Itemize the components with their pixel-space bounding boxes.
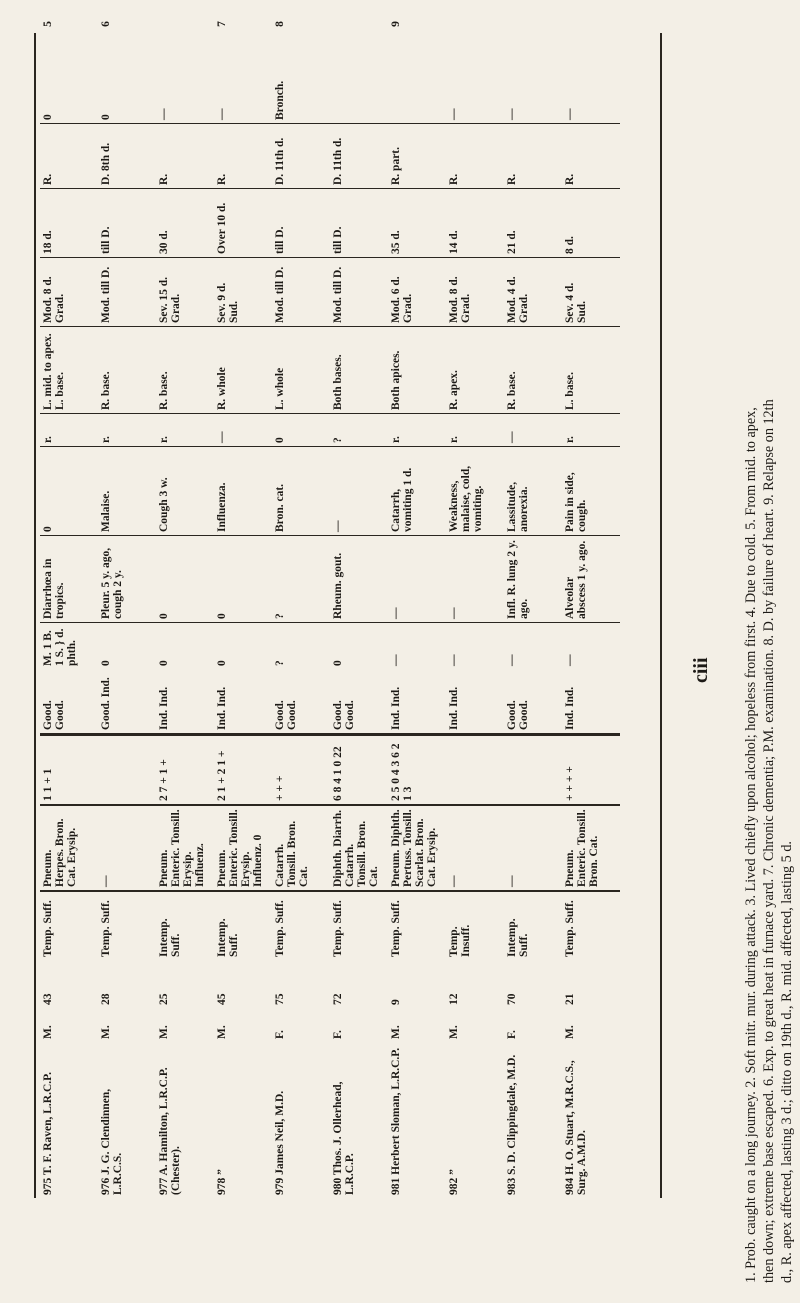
previous-illness-cell: Alveolar abscess 1 y. ago. bbox=[562, 536, 620, 623]
family-history-cell: 0 bbox=[98, 623, 156, 670]
rigor-cell: — bbox=[214, 414, 272, 447]
site-cell: Both apices. bbox=[388, 327, 446, 414]
duration-cell: 30 d. bbox=[156, 189, 214, 258]
sex-cell: M. bbox=[100, 1025, 112, 1039]
history-cell: Ind. Ind. bbox=[216, 686, 228, 730]
onset-cell: Cough 3 w. bbox=[156, 447, 214, 536]
habits-cell: Temp. Insuff. bbox=[446, 891, 504, 960]
severity-cell: Mod. till D. bbox=[330, 258, 388, 327]
sex-cell: M. bbox=[390, 1025, 402, 1039]
previous-diseases-cell: Pneum. Herpes. Bron. Cat. Erysip. bbox=[40, 805, 98, 891]
previous-diseases-cell: — bbox=[504, 805, 562, 891]
previous-diseases-cell: — bbox=[98, 805, 156, 891]
result-cell: R. bbox=[214, 124, 272, 189]
history-cell: Good. Good. bbox=[42, 700, 67, 730]
disease-code-cell: 2 7 + 1 + bbox=[156, 735, 214, 806]
case-number-reporter-cell: 982 ” bbox=[448, 1169, 460, 1195]
note-number-cell: 8 bbox=[274, 21, 286, 27]
severity-cell: Mod. 8 d. Grad. bbox=[40, 258, 98, 327]
history-cell: Good. Good. bbox=[506, 700, 531, 730]
severity-cell: Mod. 4 d. Grad. bbox=[504, 258, 562, 327]
severity-cell: Sev. 15 d. Grad. bbox=[156, 258, 214, 327]
habits-cell: Temp. Suff. bbox=[98, 891, 156, 960]
case-number-reporter-cell: 976 J. G. Clendinnen, L.R.C.S. bbox=[100, 1088, 125, 1195]
previous-illness-cell: Diarrhœa in tropics. bbox=[40, 536, 98, 623]
age-cell: 70 bbox=[506, 993, 518, 1005]
duration-cell: 21 d. bbox=[504, 189, 562, 258]
case-number-reporter-cell: 980 Thos. J. Ollerhead, L.R.C.P. bbox=[332, 1081, 357, 1195]
sex-cell: F. bbox=[506, 1030, 518, 1039]
onset-cell: — bbox=[330, 447, 388, 536]
site-cell: Both bases. bbox=[330, 327, 388, 414]
sex-cell: M. bbox=[42, 1025, 54, 1039]
duration-cell: till D. bbox=[272, 189, 330, 258]
previous-illness-cell: — bbox=[388, 536, 446, 623]
severity-cell: Mod. 8 d. Grad. bbox=[446, 258, 504, 327]
history-cell: Ind. Ind. bbox=[448, 686, 460, 730]
age-cell: 28 bbox=[100, 993, 112, 1005]
age-cell: 72 bbox=[332, 993, 344, 1005]
rigor-cell: ? bbox=[330, 414, 388, 447]
result-cell: R. bbox=[504, 124, 562, 189]
note-number-cell: 9 bbox=[390, 21, 402, 27]
footnote-line: d., R. apex affected, lasting 3 d.; ditto on 19th d., R. mid. affected, lasting 5 d. bbox=[779, 841, 795, 1283]
habits-cell: Intemp. Suff. bbox=[156, 891, 214, 960]
rigor-cell: r. bbox=[388, 414, 446, 447]
family-history-cell: — bbox=[562, 623, 620, 670]
onset-cell: Bron. cat. bbox=[272, 447, 330, 536]
previous-illness-cell: Pleur. 5 y. ago, cough 2 y. bbox=[98, 536, 156, 623]
site-cell: L. mid. to apex. L. base. bbox=[40, 327, 98, 414]
severity-cell: Mod. till D. bbox=[272, 258, 330, 327]
complication-cell: 0 bbox=[42, 114, 54, 120]
site-cell: L. base. bbox=[562, 327, 620, 414]
result-cell: R. bbox=[156, 124, 214, 189]
habits-cell: Intemp. Suff. bbox=[214, 891, 272, 960]
previous-diseases-cell: — bbox=[446, 805, 504, 891]
family-history-cell: — bbox=[504, 623, 562, 670]
age-cell: 75 bbox=[274, 993, 286, 1005]
note-number-cell: 6 bbox=[100, 21, 112, 27]
sex-cell: F. bbox=[274, 1030, 286, 1039]
sex-cell: M. bbox=[216, 1025, 228, 1039]
severity-cell: Sev. 9 d. Sud. bbox=[214, 258, 272, 327]
previous-illness-cell: — bbox=[446, 536, 504, 623]
onset-cell: Pain in side, cough. bbox=[562, 447, 620, 536]
onset-cell: Lassitude, anorexia. bbox=[504, 447, 562, 536]
sex-cell: M. bbox=[448, 1025, 460, 1039]
age-cell: 9 bbox=[390, 999, 402, 1005]
footnote-line: then down; extreme base escaped. 6. Exp. to great heat in furnace yard. 7. Chronic dementia; P.M. examination. 8. D. by failure of heart. 9. Relapse on 12th bbox=[761, 399, 777, 1283]
case-number-reporter-cell: 983 S. D. Clippingdale, M.D. bbox=[506, 1054, 518, 1195]
duration-cell: Over 10 d. bbox=[214, 189, 272, 258]
history-cell: Ind. Ind. bbox=[564, 686, 576, 730]
history-cell: Good. Good. bbox=[274, 700, 299, 730]
family-history-cell: — bbox=[388, 623, 446, 670]
result-cell: D. 11th d. bbox=[330, 124, 388, 189]
sex-cell: M. bbox=[158, 1025, 170, 1039]
history-cell: Good. Good. bbox=[332, 700, 357, 730]
case-number-reporter-cell: 975 T. F. Raven, L.R.C.P. bbox=[42, 1071, 54, 1195]
complication-cell: — bbox=[506, 108, 518, 120]
onset-cell: Influenza. bbox=[214, 447, 272, 536]
complication-cell: — bbox=[158, 108, 170, 120]
complication-cell: 0 bbox=[100, 114, 112, 120]
family-history-cell: 0 bbox=[214, 623, 272, 670]
habits-cell: Temp. Suff. bbox=[562, 891, 620, 960]
complication-cell: — bbox=[448, 108, 460, 120]
onset-cell: 0 bbox=[40, 447, 98, 536]
age-cell: 12 bbox=[448, 993, 460, 1005]
age-cell: 21 bbox=[564, 993, 576, 1005]
result-cell: R. part. bbox=[388, 124, 446, 189]
site-cell: R. base. bbox=[504, 327, 562, 414]
age-cell: 45 bbox=[216, 993, 228, 1005]
footnote-line: 1. Prob. caught on a long journey. 2. Soft mitr. mur. during attack. 3. Lived chiefly upon alcohol; hopeless from first. 4. Due to cold. 5. From mid. to apex, bbox=[743, 407, 759, 1283]
duration-cell: till D. bbox=[330, 189, 388, 258]
case-number-reporter-cell: 977 A. Hamilton, L.R.C.P. (Chester). bbox=[158, 1067, 183, 1195]
rigor-cell: 0 bbox=[272, 414, 330, 447]
age-cell: 25 bbox=[158, 993, 170, 1005]
onset-cell: Weakness, malaise, cold, vomiting. bbox=[446, 447, 504, 536]
rigor-cell: r. bbox=[446, 414, 504, 447]
duration-cell: 8 d. bbox=[562, 189, 620, 258]
case-number-reporter-cell: 984 H. O. Stuart, M.R.C.S., Surg. A.M.D. bbox=[564, 1060, 589, 1195]
previous-illness-cell: Rheum. gout. bbox=[330, 536, 388, 623]
habits-cell: Temp. Suff. bbox=[272, 891, 330, 960]
family-history-cell: 0 bbox=[156, 623, 214, 670]
rigor-cell: — bbox=[504, 414, 562, 447]
note-number-cell: 7 bbox=[216, 21, 228, 27]
sex-cell: M. bbox=[564, 1025, 576, 1039]
age-cell: 43 bbox=[42, 993, 54, 1005]
site-cell: R. apex. bbox=[446, 327, 504, 414]
previous-diseases-cell: Diphth. Diarrh. Catarrh. Tonsill. Bron. Cat. bbox=[330, 805, 388, 891]
previous-illness-cell: Infl. R. lung 2 y. ago. bbox=[504, 536, 562, 623]
case-number-reporter-cell: 981 Herbert Sloman, L.R.C.P. bbox=[390, 1047, 402, 1195]
history-cell: Ind. Ind. bbox=[390, 686, 402, 730]
disease-code-cell: 1 1 + 1 bbox=[40, 735, 98, 806]
site-cell: L. whole bbox=[272, 327, 330, 414]
rigor-cell: r. bbox=[98, 414, 156, 447]
complication-cell: — bbox=[216, 108, 228, 120]
result-cell: R. bbox=[562, 124, 620, 189]
history-cell: Ind. Ind. bbox=[158, 686, 170, 730]
previous-illness-cell: 0 bbox=[156, 536, 214, 623]
disease-code-cell: 6 8 4 1 0 22 bbox=[330, 735, 388, 806]
disease-code-cell: 2 5 0 4 3 6 2 1 3 bbox=[388, 735, 446, 806]
result-cell: D. 8th d. bbox=[98, 124, 156, 189]
case-number-reporter-cell: 979 James Neil, M.D. bbox=[274, 1090, 286, 1195]
habits-cell: Temp. Suff. bbox=[40, 891, 98, 960]
duration-cell: 14 d. bbox=[446, 189, 504, 258]
page-number: ciii bbox=[690, 657, 712, 683]
complication-cell: — bbox=[564, 108, 576, 120]
note-number-cell: 5 bbox=[42, 21, 54, 27]
habits-cell: Intemp. Suff. bbox=[504, 891, 562, 960]
site-cell: R. base. bbox=[156, 327, 214, 414]
duration-cell: till D. bbox=[98, 189, 156, 258]
disease-code-cell: + + + bbox=[272, 735, 330, 806]
onset-cell: Catarrh, vomiting 1 d. bbox=[388, 447, 446, 536]
previous-diseases-cell: Pneum. Diphth. Pertuss. Tonsill. Scarlat. Bron. Cat. Erysip. bbox=[388, 805, 446, 891]
case-number-reporter-cell: 978 ” bbox=[216, 1169, 228, 1195]
site-cell: R. whole bbox=[214, 327, 272, 414]
habits-cell: Temp. Suff. bbox=[388, 891, 446, 960]
family-history-cell: — bbox=[446, 623, 504, 670]
disease-code-cell: + + + + bbox=[562, 735, 620, 806]
previous-diseases-cell: Pneum. Enteric. Tonsill. Erysip. Influenz. bbox=[156, 805, 214, 891]
severity-cell: Sev. 4 d. Sud. bbox=[562, 258, 620, 327]
result-cell: R. bbox=[446, 124, 504, 189]
result-cell: D. 11th d. bbox=[272, 124, 330, 189]
rigor-cell: r. bbox=[40, 414, 98, 447]
family-history-cell: 0 bbox=[330, 623, 388, 670]
previous-diseases-cell: Pneum. Enteric. Tonsill. Erysip. Influenz. 0 bbox=[214, 805, 272, 891]
duration-cell: 35 d. bbox=[388, 189, 446, 258]
severity-cell: Mod. 6 d. Grad. bbox=[388, 258, 446, 327]
previous-illness-cell: 0 bbox=[214, 536, 272, 623]
result-cell: R. bbox=[40, 124, 98, 189]
onset-cell: Malaise. bbox=[98, 447, 156, 536]
family-history-cell: M. 1 B. 1 S. } d. phth. bbox=[40, 623, 98, 670]
history-cell: Good. Ind. bbox=[100, 677, 112, 730]
complication-cell: Bronch. bbox=[274, 80, 286, 120]
previous-illness-cell: ? bbox=[272, 536, 330, 623]
duration-cell: 18 d. bbox=[40, 189, 98, 258]
sex-cell: F. bbox=[332, 1030, 344, 1039]
rigor-cell: r. bbox=[562, 414, 620, 447]
site-cell: R. base. bbox=[98, 327, 156, 414]
previous-diseases-cell: Pneum. Enteric. Tonsill. Bron. Cat. bbox=[562, 805, 620, 891]
disease-code-cell: 2 1 + 2 1 + bbox=[214, 735, 272, 806]
rigor-cell: r. bbox=[156, 414, 214, 447]
previous-diseases-cell: Catarrh. Tonsill. Bron. Cat. bbox=[272, 805, 330, 891]
severity-cell: Mod. till D. bbox=[98, 258, 156, 327]
habits-cell: Temp. Suff. bbox=[330, 891, 388, 960]
family-history-cell: ? bbox=[272, 623, 330, 670]
footnotes bbox=[742, 53, 796, 1283]
